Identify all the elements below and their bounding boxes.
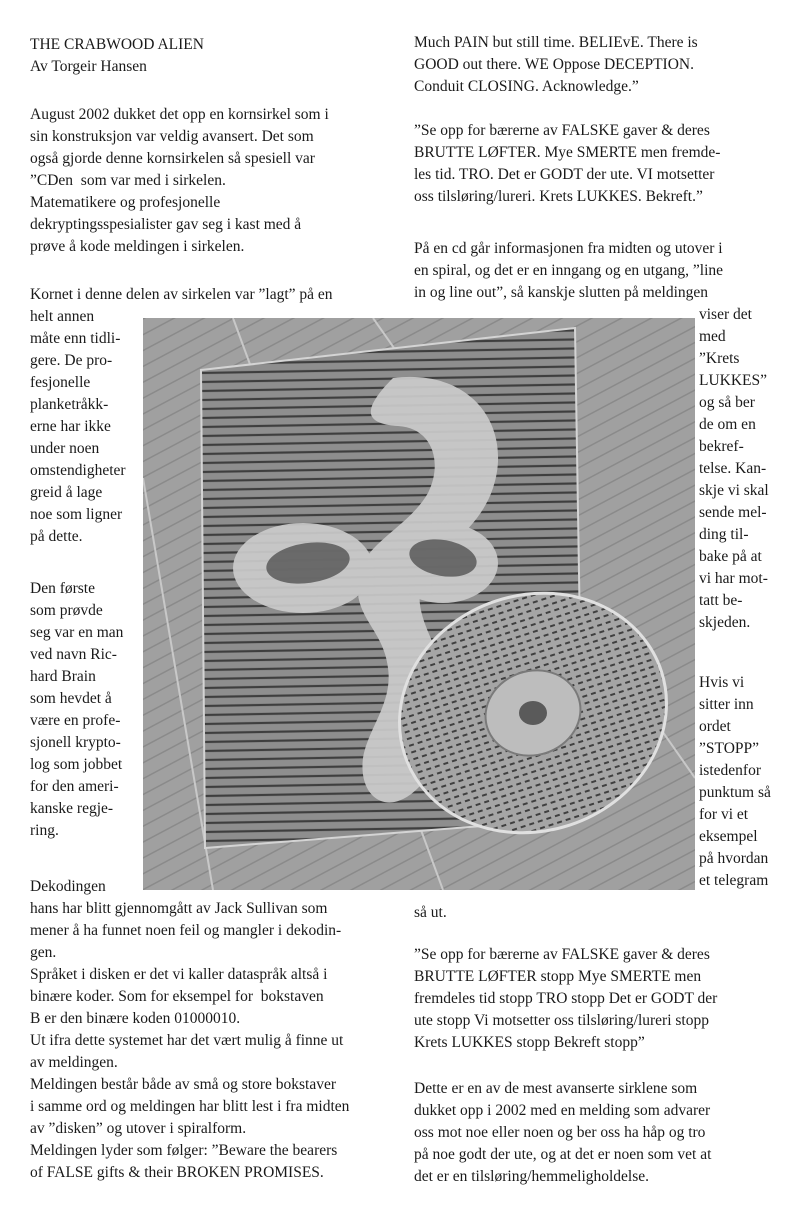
text-line: og så ber: [699, 394, 755, 411]
text-line: ute stopp Vi motsetter oss tilsløring/lureri stopp: [414, 1012, 709, 1029]
text-line: ”Se opp for bærerne av FALSKE gaver & deres: [414, 946, 710, 963]
text-line: of FALSE gifts & their BROKEN PROMISES.: [30, 1164, 324, 1181]
text-line: greid å lage: [30, 484, 103, 501]
text-line: skje vi skal: [699, 482, 769, 499]
text-line: oss tilsløring/lureri. Krets LUKKES. Bekreft.”: [414, 188, 703, 205]
text-line: les tid. TRO. Det er GODT der ute. VI motsetter: [414, 166, 715, 183]
text-line: telse. Kan-: [699, 460, 767, 477]
text-line: i samme ord og meldingen har blitt lest i fra midten: [30, 1098, 350, 1115]
text-line: Meldingen lyder som følger: ”Beware the bearers: [30, 1142, 338, 1159]
text-line: være en profe-: [30, 712, 121, 729]
text-line: ordet: [699, 718, 731, 735]
text-line: som prøvde: [30, 602, 103, 619]
text-line: B er den binære koden 01000010.: [30, 1010, 241, 1027]
text-line: sin konstruksjon var veldig avansert. Det som: [30, 128, 314, 145]
text-line: ”Se opp for bærerne av FALSKE gaver & deres: [414, 122, 710, 139]
text-line: skjeden.: [699, 614, 751, 631]
text-line: helt annen: [30, 308, 95, 325]
text-line: sende mel-: [699, 504, 767, 521]
text-line: Språket i disken er det vi kaller dataspråk altså i: [30, 966, 328, 983]
text-line: LUKKES”: [699, 372, 768, 389]
article-title: THE CRABWOOD ALIEN: [30, 36, 204, 53]
text-line: sitter inn: [699, 696, 754, 713]
crop-circle-alien-face-and-disc-icon: [143, 318, 695, 890]
text-line: under noen: [30, 440, 100, 457]
text-line: binære koder. Som for eksempel for bokstaven: [30, 988, 324, 1005]
text-line: BRUTTE LØFTER stopp Mye SMERTE men: [414, 968, 702, 985]
text-line: bekref-: [699, 438, 744, 455]
text-line: GOOD out there. WE Oppose DECEPTION.: [414, 56, 694, 73]
text-line: sjonell krypto-: [30, 734, 121, 751]
text-line: Den første: [30, 580, 95, 597]
text-line: hans har blitt gjennomgått av Jack Sullivan som: [30, 900, 328, 917]
text-line: seg var en man: [30, 624, 124, 641]
crop-circle-photo: [143, 318, 695, 890]
text-line: ring.: [30, 822, 59, 839]
text-line: Dette er en av de mest avanserte sirklene som: [414, 1080, 698, 1097]
text-line: BRUTTE LØFTER. Mye SMERTE men fremde-: [414, 144, 721, 161]
text-line: som hevdet å: [30, 690, 112, 707]
text-line: August 2002 dukket det opp en kornsirkel som i: [30, 106, 329, 123]
text-line: ”Krets: [699, 350, 740, 367]
text-line: fesjonelle: [30, 374, 91, 391]
text-line: av ”disken” og utover i spiralform.: [30, 1120, 247, 1137]
text-line: et telegram: [699, 872, 769, 889]
text-line: gere. De pro-: [30, 352, 113, 369]
text-line: på dette.: [30, 528, 83, 545]
text-line: en spiral, og det er en inngang og en utgang, ”line: [414, 262, 724, 279]
text-line: de om en: [699, 416, 756, 433]
text-line: in og line out”, så kanskje slutten på meldingen: [414, 284, 709, 301]
col2-narrow-end: så ut.: [414, 904, 447, 921]
text-line: På en cd går informasjonen fra midten og utover i: [414, 240, 723, 257]
text-line: på hvordan: [699, 850, 769, 867]
text-line: istedenfor: [699, 762, 761, 779]
text-line: noe som ligner: [30, 506, 123, 523]
text-line: oss mot noe eller noen og ber oss ha håp og tro: [414, 1124, 706, 1141]
text-line: Much PAIN but still time. BELIEvE. There is: [414, 34, 698, 51]
text-line: prøve å kode meldingen i sirkelen.: [30, 238, 245, 255]
text-line: på noe godt der ute, og at det er noen som vet at: [414, 1146, 712, 1163]
text-line: mener å ha funnet noen feil og mangler i dekodin-: [30, 922, 342, 939]
text-line: ”CDen som var med i sirkelen.: [30, 172, 226, 189]
text-line: for vi et: [699, 806, 749, 823]
text-line: log som jobbet: [30, 756, 123, 773]
text-line: Meldingen består både av små og store bokstaver: [30, 1076, 337, 1093]
text-line: det er en tilsløring/hemmeligholdelse.: [414, 1168, 650, 1185]
text-line: vi har mot-: [699, 570, 768, 587]
text-line: måte enn tidli-: [30, 330, 121, 347]
text-line: ”STOPP”: [699, 740, 760, 757]
text-line: bake på at: [699, 548, 762, 565]
text-line: tatt be-: [699, 592, 743, 609]
text-line: Hvis vi: [699, 674, 745, 691]
text-line: ding til-: [699, 526, 749, 543]
text-line: Matematikere og profesjonelle: [30, 194, 221, 211]
text-line: dekryptingsspesialister gav seg i kast med å: [30, 216, 302, 233]
text-line: for den ameri-: [30, 778, 119, 795]
col1-narrow-c: Dekodingen: [30, 878, 106, 895]
article-byline: Av Torgeir Hansen: [30, 58, 147, 75]
text-line: punktum så: [699, 784, 771, 801]
text-line: gen.: [30, 944, 57, 961]
text-line: planketråkk-: [30, 396, 109, 413]
text-line: også gjorde denne kornsirkelen så spesiell var: [30, 150, 315, 167]
text-line: Conduit CLOSING. Acknowledge.”: [414, 78, 639, 95]
text-line: omstendigheter: [30, 462, 126, 479]
col1-full-line: Kornet i denne delen av sirkelen var ”lagt” på en: [30, 286, 333, 303]
text-line: erne har ikke: [30, 418, 111, 435]
text-line: med: [699, 328, 726, 345]
text-line: dukket opp i 2002 med en melding som advarer: [414, 1102, 711, 1119]
text-line: Ut ifra dette systemet har det vært mulig å finne ut: [30, 1032, 344, 1049]
text-line: hard Brain: [30, 668, 96, 685]
text-line: av meldingen.: [30, 1054, 118, 1071]
text-line: fremdeles tid stopp TRO stopp Det er GODT der: [414, 990, 718, 1007]
text-line: viser det: [699, 306, 752, 323]
text-line: Krets LUKKES stopp Bekreft stopp”: [414, 1034, 645, 1051]
text-line: eksempel: [699, 828, 758, 845]
text-line: kanske regje-: [30, 800, 114, 817]
text-line: ved navn Ric-: [30, 646, 117, 663]
